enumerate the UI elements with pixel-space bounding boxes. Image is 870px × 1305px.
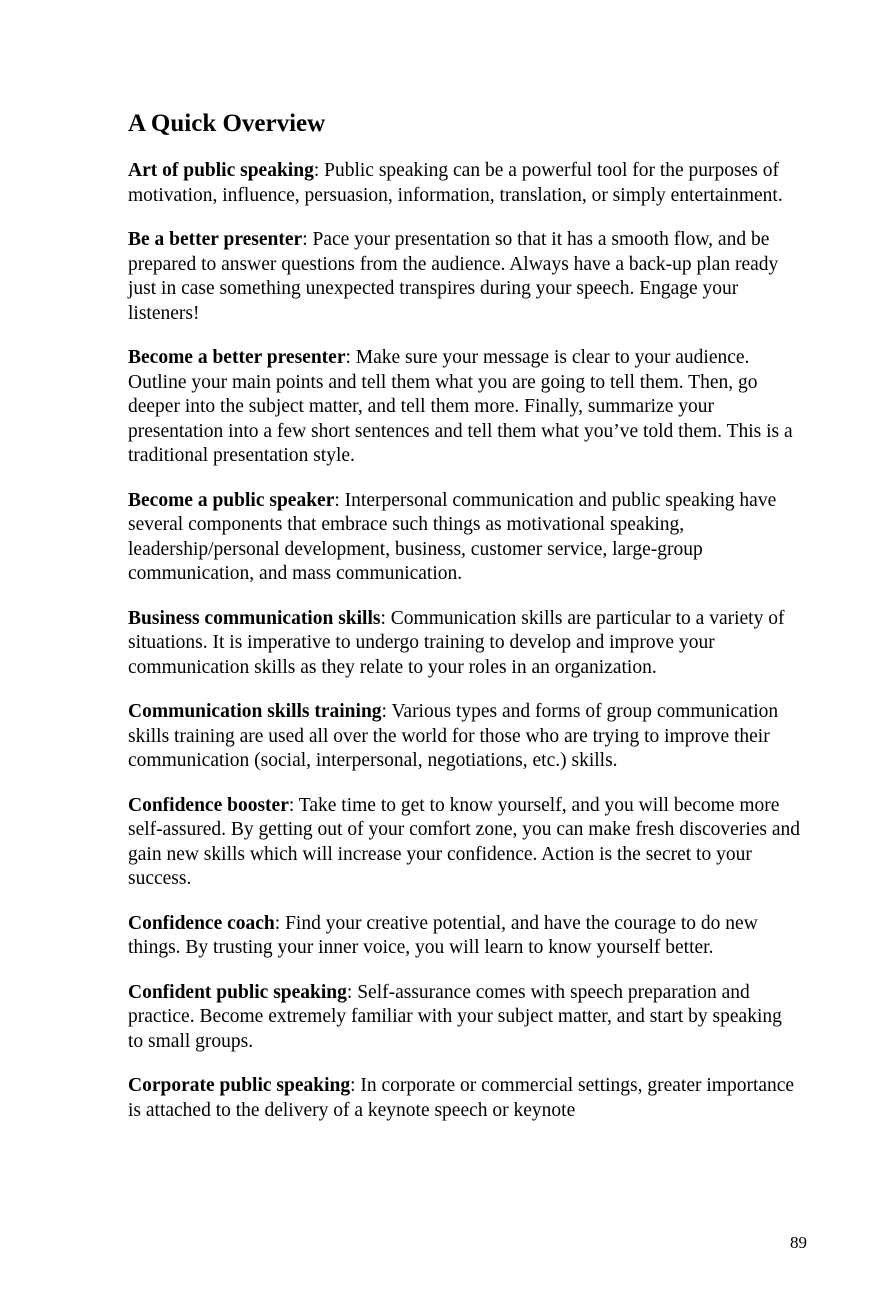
entry-become-a-public-speaker	[128, 489, 800, 587]
entry-be-a-better-presenter	[128, 228, 800, 326]
page-title: A Quick Overview	[128, 110, 326, 137]
entry-text: : Pace your presentation so that it has a smooth flow, and be prepared to answer questions from the audience. Always have a back-up plan ready just in case something unexpected transpires during your speech. Engage your listeners!	[128, 229, 779, 324]
entry-text: : Communication skills are particular to a variety of situations. It is imperative to undergo training to develop and improve your communication skills as they relate to your roles in an organization.	[128, 607, 785, 678]
entry-term: Confidence coach	[128, 912, 275, 934]
entry-term: Corporate public speaking	[128, 1075, 351, 1096]
entry-term: Confidence booster	[128, 794, 289, 816]
entry-confidence-coach	[128, 912, 800, 961]
entry-text: : Self-assurance comes with speech preparation and practice. Become extremely familiar with your subject matter, and start by speaking to small groups.	[128, 981, 782, 1052]
entry-term: Communication skills training	[128, 701, 382, 722]
entry-term: Be a better presenter	[128, 229, 303, 250]
entry-text: : Take time to get to know yourself, and you will become more self-assured. By getting out of your comfort zone, you can make fresh discoveries and gain new skills which will increase your confidence. Action is the secret to your success.	[128, 794, 801, 889]
entry-communication-skills-training	[128, 700, 800, 774]
entry-text: : Public speaking can be a powerful tool for the purposes of motivation, influence, persuasion, information, translation, or simply entertainment.	[128, 160, 783, 206]
entry-text: : In corporate or commercial settings, greater importance is attached to the delivery of a keynote speech or keynote	[128, 1075, 795, 1121]
entry-text: : Interpersonal communication and public speaking have several components that embrace such things as motivational speaking, leadership/personal development, business, customer service, large-group communication, and mass communication.	[128, 489, 777, 584]
entry-text: : Make sure your message is clear to your audience. Outline your main points and tell them what you are going to tell them. Then, go deeper into the subject matter, and tell them more. Finally, summarize your presentation into a few short sentences and tell them what you’ve told them. This is a traditional presentation style.	[128, 347, 793, 466]
entry-confidence-booster	[128, 794, 800, 892]
entry-term: Become a better presenter	[128, 347, 346, 368]
entry-corporate-public-speaking	[128, 1074, 800, 1123]
entry-art-of-public-speaking	[128, 159, 800, 208]
entry-become-a-better-presenter	[128, 346, 800, 469]
entry-text: : Find your creative potential, and have the courage to do new things. By trusting your inner voice, you will learn to know yourself better.	[128, 912, 758, 958]
entry-confident-public-speaking	[128, 981, 800, 1055]
entry-term: Art of public speaking	[128, 160, 314, 181]
entry-term: Become a public speaker	[128, 489, 335, 511]
page-content	[128, 108, 800, 1143]
entry-term: Confident public speaking	[128, 981, 347, 1003]
entry-term: Business communication skills	[128, 607, 381, 629]
entry-business-communication-skills	[128, 607, 800, 681]
page-number: 89	[790, 1233, 807, 1252]
entry-text: : Various types and forms of group communication skills training are used all over the world for those who are trying to improve their communication (social, interpersonal, negotiations, etc.) skills.	[128, 701, 779, 771]
